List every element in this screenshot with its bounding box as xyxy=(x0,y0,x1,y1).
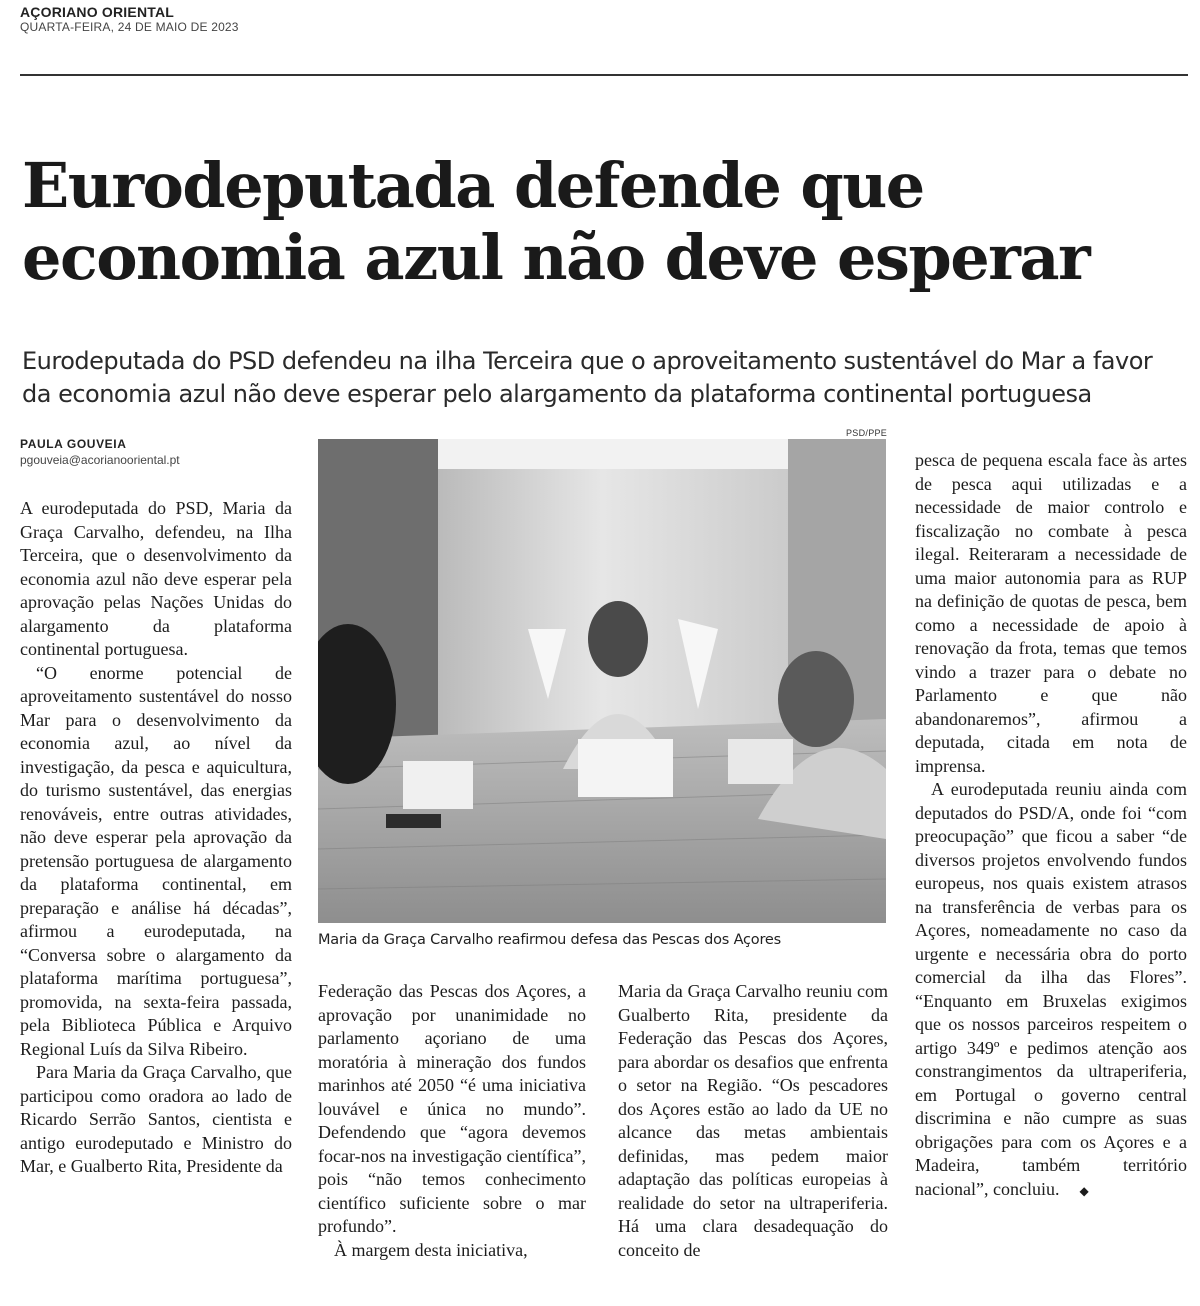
meeting-photo-illustration xyxy=(318,439,886,923)
paragraph: pesca de pequena escala face às artes de pesca aqui utilizadas e a necessidade de maior controlo e fiscalização no combate à pesca ilegal. Reiteraram a necessidade de uma maior autonomia para as RUP na definição de quotas de pesca, bem como a necessidade de apoio à renovação da frota, temas que temos vindo a trazer para o debate no Parlamento e que não abandonaremos”, afirmou a deputada, citada em nota de imprensa. xyxy=(915,450,1187,776)
article-column-3 xyxy=(618,980,888,1262)
standfirst-line-1: Eurodeputada do PSD defendeu na ilha Terceira que o aproveitamento sustentável do Mar a favor xyxy=(22,347,1153,375)
paragraph-text: A eurodeputada reuniu ainda com deputados do PSD/A, onde foi “com preocupação” que ficou a saber “de diversos projetos envolvendo fundos europeus, nos quais existem atrasos na transferência de verbas para os Açores, nomeadamente no caso da urgente e necessária obra do porto comercial da ilha das Flores”. “Enquanto em Bruxelas exigimos que os nossos parceiros respeitem o artigo 349º e pedimos atenção aos constrangimentos da ultraperiferia, em Portugal o governo central discrimina e não cumpre as suas obrigações para com os Açores e a Madeira, também território nacional”, concluiu. xyxy=(915,779,1187,1199)
article-column-1 xyxy=(20,497,292,1179)
paragraph: Maria da Graça Carvalho reuniu com Gualberto Rita, presidente da Federação das Pescas dos Açores, para abordar os desafios que enfrenta o setor na Região. “Os pescadores dos Açores estão ao lado da UE no alcance das metas ambientais definidas, mas pedem maior adaptação das políticas europeias à realidade do setor na ultraperiferia. Há uma clara desadequação do conceito de xyxy=(618,981,888,1260)
paragraph: “O enorme potencial de aproveitamento sustentável do nosso Mar para o desenvolvimento da economia azul, ao nível da investigação, da pesca e aquicultura, do turismo sustentável, das energias renováveis, entre outras atividades, não deve esperar pela aprovação da pretensão portuguesa de alargamento da plataforma continental, em preparação e análise há décadas”, afirmou a eurodeputada, na “Conversa sobre o alargamento da plataforma marítima portuguesa”, promovida, na sexta-feira passada, pela Biblioteca Pública e Arquivo Regional Luís da Silva Ribeiro. xyxy=(20,662,292,1059)
publication-date: QUARTA-FEIRA, 24 DE MAIO DE 2023 xyxy=(20,20,239,34)
publication-name: AÇORIANO ORIENTAL xyxy=(20,4,175,20)
photo-credit: PSD/PPE xyxy=(846,428,888,438)
header-divider xyxy=(20,74,1188,76)
byline xyxy=(20,437,180,468)
end-of-article-icon: ◆ xyxy=(1079,1183,1089,1198)
headline-line-1: Eurodeputada defende que xyxy=(22,149,924,222)
paragraph: Para Maria da Graça Carvalho, que participou como oradora ao lado de Ricardo Serrão Santos, cientista e antigo eurodeputado e Ministro do Mar, e Gualberto Rita, Presidente da xyxy=(20,1062,292,1176)
paragraph-final xyxy=(915,778,1187,1203)
author-email: pgouveia@acorianooriental.pt xyxy=(20,453,180,467)
article-column-2 xyxy=(318,980,586,1262)
headline-line-2: economia azul não deve esperar xyxy=(22,221,1090,294)
author-name: PAULA GOUVEIA xyxy=(20,437,127,451)
paragraph: À margem desta iniciativa, xyxy=(334,1239,528,1260)
standfirst xyxy=(22,345,1192,411)
paragraph: Federação das Pescas dos Açores, a aprovação por unanimidade no parlamento açoriano de uma moratória à mineração dos fundos marinhos até 2050 “é uma iniciativa louvável e única no mundo”. Defendendo que “agora devemos focar-nos na investigação científica”, pois “não temos conhecimento científico suficiente sobre o mar profundo”. xyxy=(318,981,586,1236)
standfirst-line-2: da economia azul não deve esperar pelo alargamento da plataforma continental portuguesa xyxy=(22,380,1092,408)
article-column-4 xyxy=(915,449,1187,1203)
headline xyxy=(22,150,1182,294)
paragraph: A eurodeputada do PSD, Maria da Graça Carvalho, defendeu, na Ilha Terceira, que o desenvolvimento da economia azul não deve esperar pela aprovação pelas Nações Unidas do alargamento da plataforma continental portuguesa. xyxy=(20,498,292,659)
photo-caption: Maria da Graça Carvalho reafirmou defesa das Pescas dos Açores xyxy=(318,932,781,948)
article-photo xyxy=(318,439,886,923)
masthead xyxy=(20,5,239,34)
